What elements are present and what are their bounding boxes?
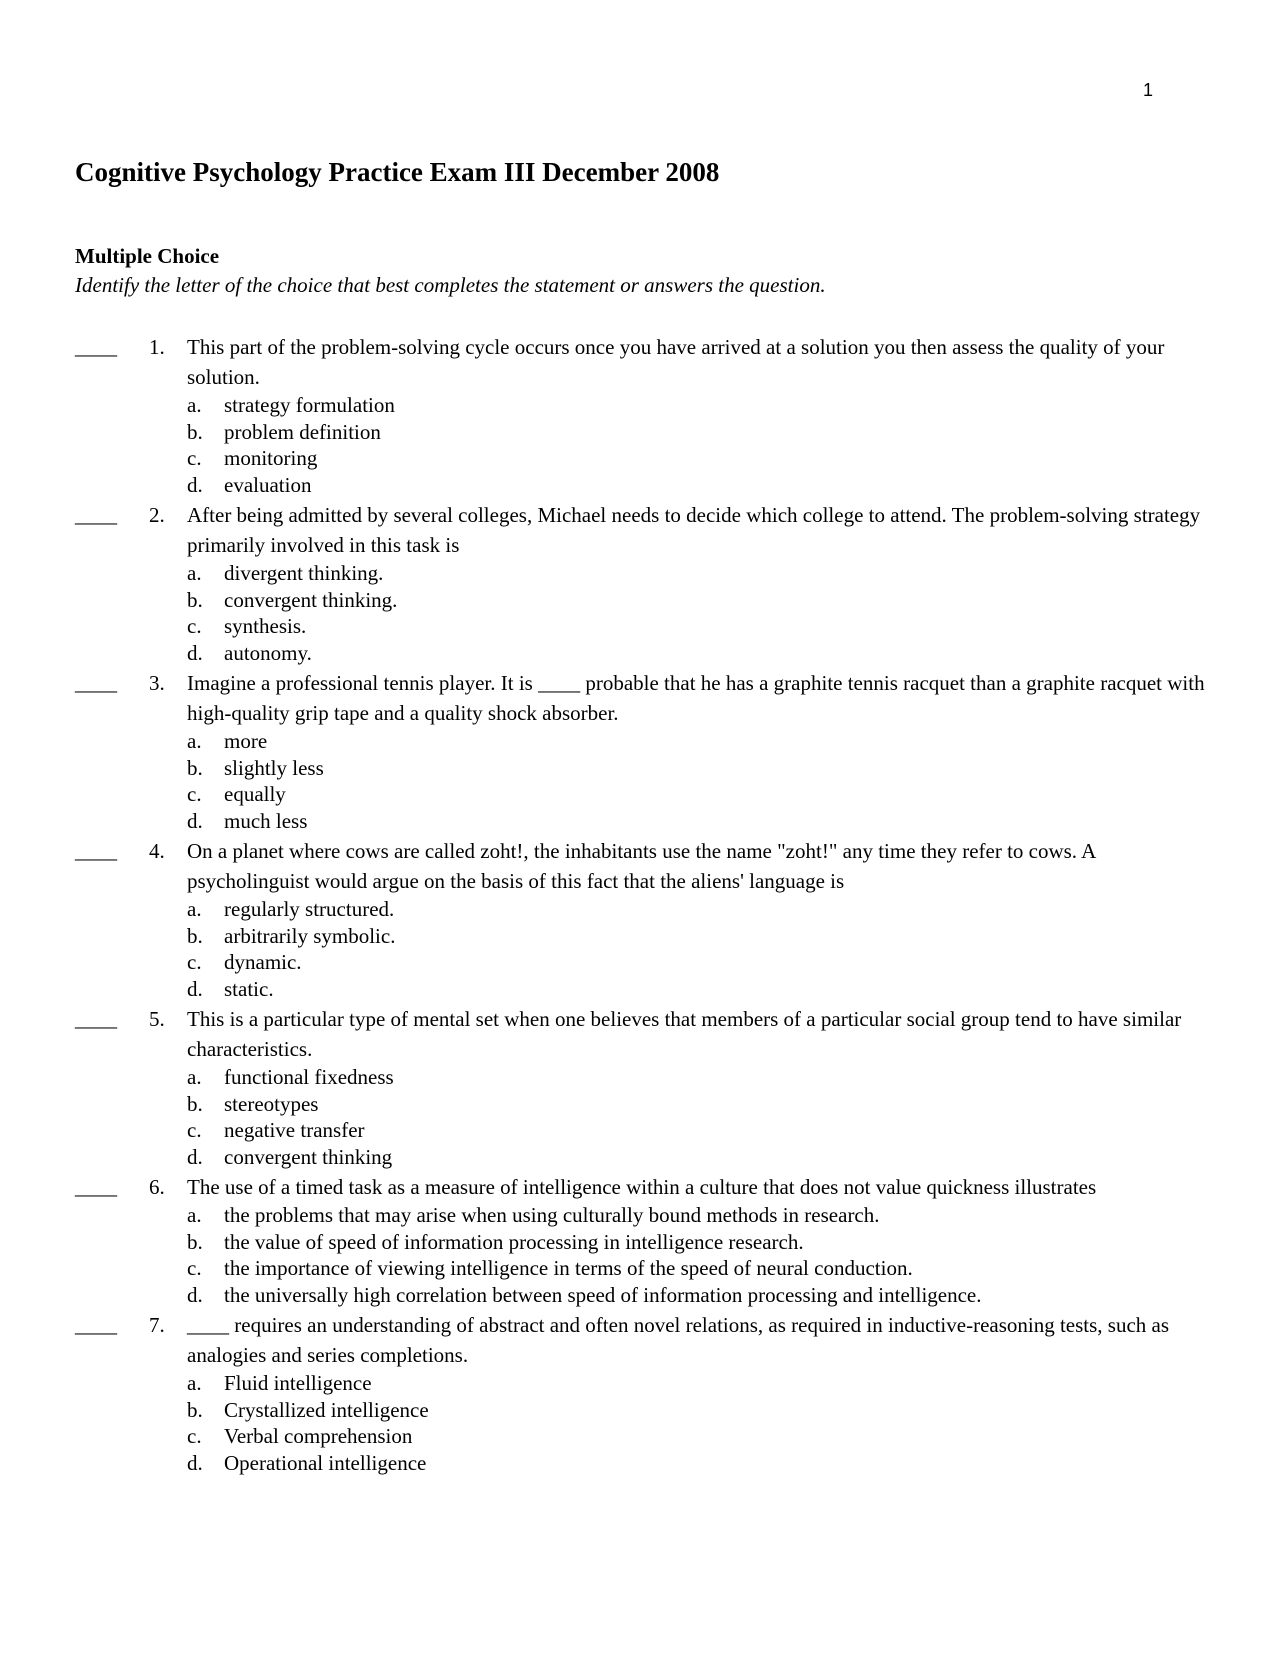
option-c (187, 1423, 1210, 1450)
option-list (187, 560, 1210, 666)
question-number: 7. (149, 1313, 165, 1337)
option-letter: b. (187, 923, 203, 948)
option-letter: b. (187, 1091, 203, 1116)
section-header (75, 242, 1205, 300)
option-c (187, 1255, 1210, 1282)
option-text: the importance of viewing intelligence in terms of the speed of neural conduction. (224, 1256, 913, 1280)
option-d (187, 808, 1210, 835)
option-b (187, 755, 1210, 782)
option-letter: a. (187, 1065, 202, 1089)
question-number: 6. (149, 1175, 165, 1199)
option-text: Fluid intelligence (224, 1371, 372, 1395)
option-letter: b. (187, 587, 203, 612)
option-letter: d. (187, 640, 203, 665)
question-number: 3. (149, 671, 165, 695)
option-b (187, 923, 1210, 950)
option-letter: a. (187, 897, 202, 921)
option-text: regularly structured. (224, 897, 395, 921)
option-c (187, 613, 1210, 640)
option-d (187, 1144, 1210, 1171)
page-title: Cognitive Psychology Practice Exam III December 2008 (75, 157, 720, 187)
answer-blank: ____ (75, 1175, 117, 1199)
option-text: Crystallized intelligence (224, 1397, 429, 1422)
question-text: This is a particular type of mental set when one believes that members of a particular social group tend to have similar characteristics. (187, 1007, 1182, 1061)
question-4 (75, 836, 1210, 1002)
question-number: 4. (149, 839, 165, 863)
question-text: Imagine a professional tennis player. It is ____ probable that he has a graphite tennis racquet than a graphite racquet with high-quality grip tape and a quality shock absorber. (187, 671, 1205, 725)
option-letter: a. (187, 1371, 202, 1395)
option-letter: d. (187, 808, 203, 833)
option-letter: c. (187, 782, 202, 806)
option-letter: c. (187, 614, 202, 638)
option-letter: a. (187, 393, 202, 417)
question-text: After being admitted by several colleges, Michael needs to decide which college to attend. The problem-solving strategy primarily involved in this task is (187, 503, 1201, 557)
option-text: Verbal comprehension (224, 1424, 413, 1448)
option-d (187, 976, 1210, 1003)
question-list (75, 332, 1210, 1478)
question-7 (75, 1310, 1210, 1476)
option-text: the problems that may arise when using culturally bound methods in research. (224, 1203, 880, 1227)
option-text: synthesis. (224, 614, 307, 638)
option-c (187, 949, 1210, 976)
answer-blank: ____ (75, 1313, 117, 1337)
option-letter: c. (187, 1118, 202, 1142)
option-text: negative transfer (224, 1118, 365, 1142)
option-c (187, 781, 1210, 808)
answer-blank: ____ (75, 1007, 117, 1031)
option-d (187, 472, 1210, 499)
option-list (187, 1202, 1210, 1308)
option-text: monitoring (224, 446, 318, 470)
option-text: the value of speed of information processing in intelligence research. (224, 1229, 804, 1254)
option-letter: c. (187, 1256, 202, 1280)
option-letter: d. (187, 976, 203, 1001)
option-letter: a. (187, 561, 202, 585)
option-letter: b. (187, 1229, 203, 1254)
option-letter: d. (187, 1144, 203, 1169)
option-list (187, 896, 1210, 1002)
question-text: On a planet where cows are called zoht!, the inhabitants use the name "zoht!" any time they refer to cows. A psycholinguist would argue on the basis of this fact that the aliens' language is (187, 839, 1096, 893)
option-d (187, 640, 1210, 667)
option-c (187, 445, 1210, 472)
section-instructions: Identify the letter of the choice that best completes the statement or answers the question. (75, 273, 826, 297)
option-d (187, 1450, 1210, 1477)
option-text: more (224, 729, 268, 753)
option-letter: a. (187, 1203, 202, 1227)
option-text: Operational intelligence (224, 1450, 427, 1475)
option-text: dynamic. (224, 950, 302, 974)
question-number: 1. (149, 335, 165, 359)
option-text: static. (224, 976, 274, 1001)
option-letter: c. (187, 446, 202, 470)
question-3 (75, 668, 1210, 834)
option-letter: b. (187, 1397, 203, 1422)
option-text: slightly less (224, 755, 324, 780)
section-heading: Multiple Choice (75, 244, 220, 268)
question-text: ____ requires an understanding of abstract and often novel relations, as required in inductive-reasoning tests, such as analogies and series completions. (187, 1313, 1170, 1367)
option-a (187, 1370, 1210, 1397)
option-text: problem definition (224, 419, 381, 444)
option-b (187, 419, 1210, 446)
question-number: 2. (149, 503, 165, 527)
option-a (187, 1202, 1210, 1229)
answer-blank: ____ (75, 839, 117, 863)
answer-blank: ____ (75, 503, 117, 527)
option-letter: d. (187, 1450, 203, 1475)
question-5 (75, 1004, 1210, 1170)
option-letter: a. (187, 729, 202, 753)
option-c (187, 1117, 1210, 1144)
option-letter: d. (187, 1282, 203, 1307)
option-list (187, 392, 1210, 498)
option-b (187, 1091, 1210, 1118)
question-text: This part of the problem-solving cycle occurs once you have arrived at a solution you then assess the quality of your solution. (187, 335, 1165, 389)
option-letter: c. (187, 1424, 202, 1448)
question-2 (75, 500, 1210, 666)
option-b (187, 1229, 1210, 1256)
option-text: the universally high correlation between speed of information processing and intelligence. (224, 1282, 982, 1307)
option-a (187, 1064, 1210, 1091)
option-text: much less (224, 808, 308, 833)
option-text: stereotypes (224, 1091, 319, 1116)
option-text: functional fixedness (224, 1065, 394, 1089)
option-a (187, 392, 1210, 419)
option-a (187, 560, 1210, 587)
option-a (187, 896, 1210, 923)
option-list (187, 728, 1210, 834)
option-letter: b. (187, 419, 203, 444)
option-text: convergent thinking. (224, 587, 398, 612)
option-letter: d. (187, 472, 203, 497)
option-text: divergent thinking. (224, 561, 384, 585)
option-letter: c. (187, 950, 202, 974)
option-text: evaluation (224, 472, 312, 497)
option-a (187, 728, 1210, 755)
option-text: strategy formulation (224, 393, 395, 417)
option-list (187, 1064, 1210, 1170)
option-b (187, 1397, 1210, 1424)
option-b (187, 587, 1210, 614)
answer-blank: ____ (75, 335, 117, 359)
question-1 (75, 332, 1210, 498)
page-number: 1 (1142, 80, 1153, 100)
option-text: arbitrarily symbolic. (224, 923, 396, 948)
option-text: equally (224, 782, 286, 806)
option-text: convergent thinking (224, 1144, 393, 1169)
option-letter: b. (187, 755, 203, 780)
question-text: The use of a timed task as a measure of intelligence within a culture that does not value quickness illustrates (187, 1175, 1097, 1199)
question-number: 5. (149, 1007, 165, 1031)
question-6 (75, 1172, 1210, 1308)
option-text: autonomy. (224, 640, 312, 665)
option-d (187, 1282, 1210, 1309)
option-list (187, 1370, 1210, 1476)
answer-blank: ____ (75, 671, 117, 695)
